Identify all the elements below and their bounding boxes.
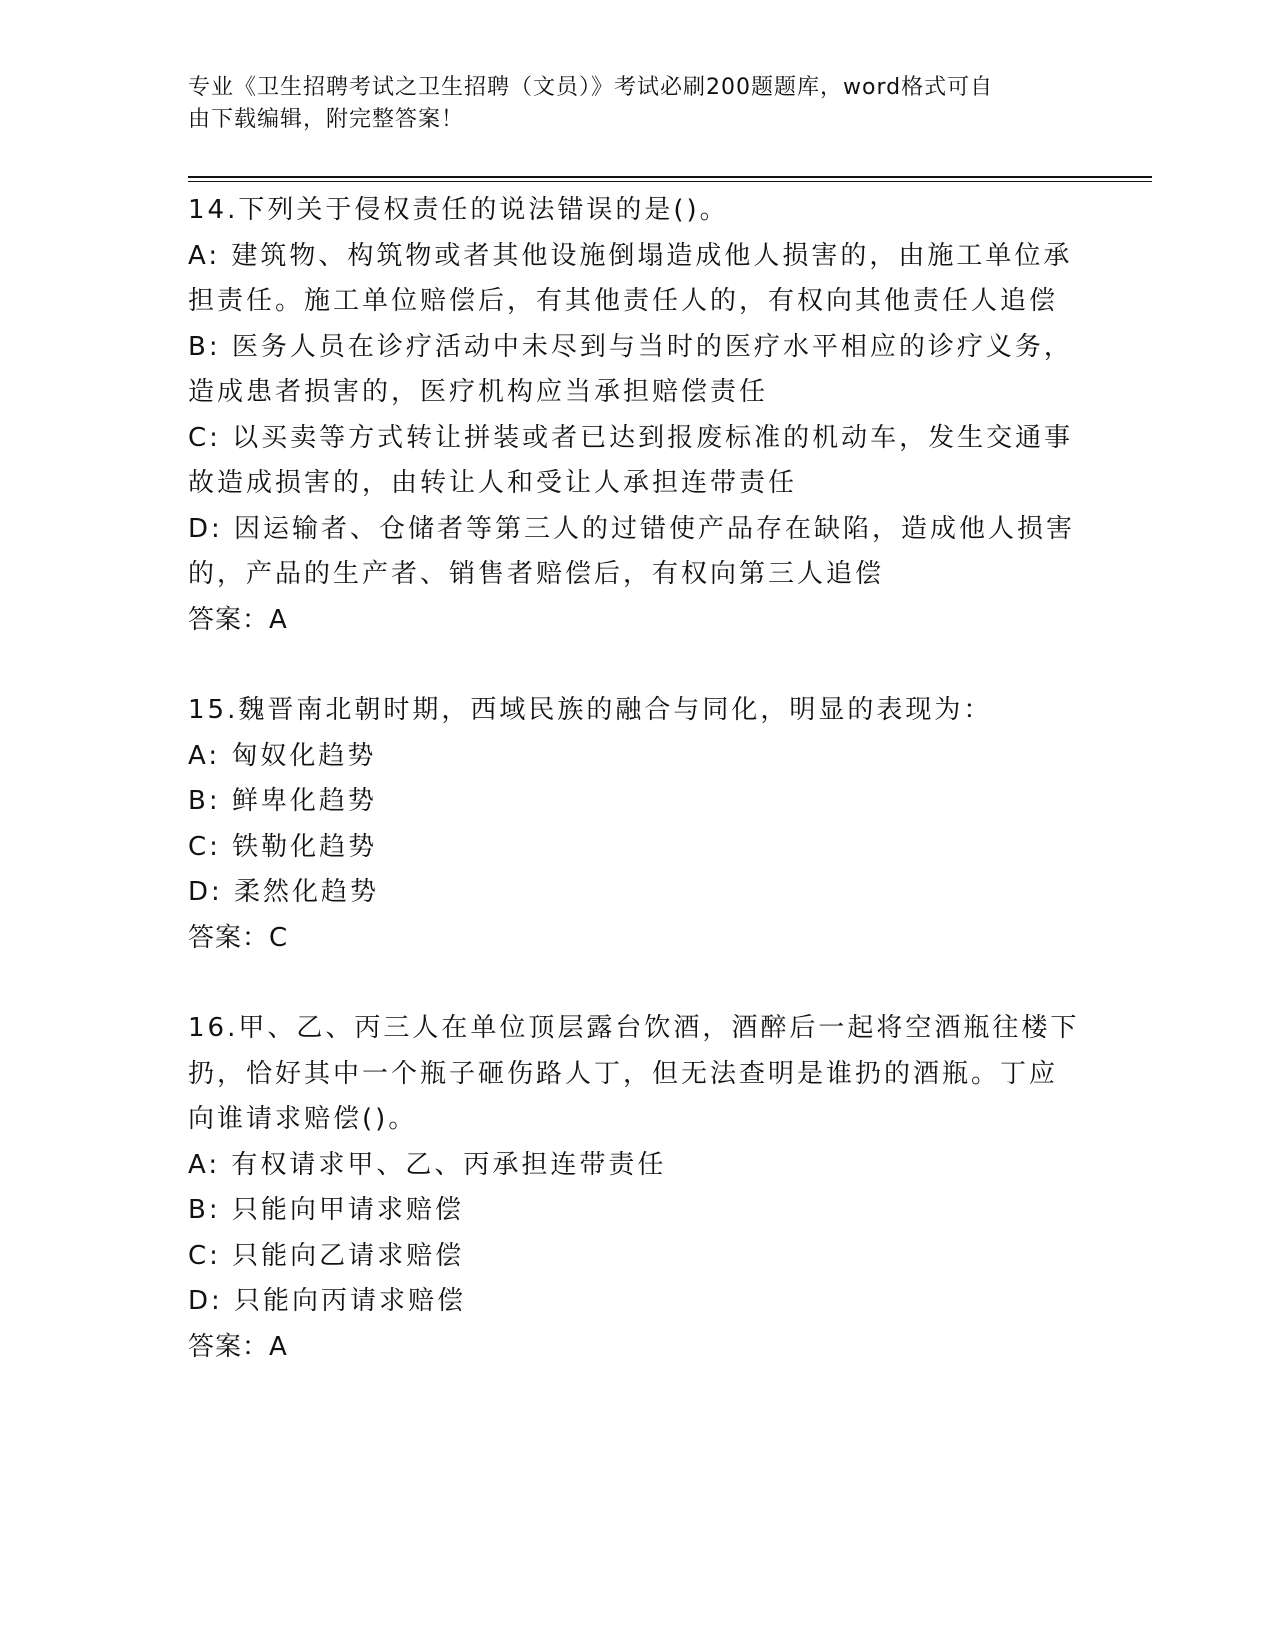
option-c-line-2: 故造成损害的，由转让人和受让人承担连带责任: [188, 468, 798, 498]
option-b: B: 鲜卑化趋势: [188, 786, 377, 816]
option-a-line-2: 担责任。施工单位赔偿后，有其他责任人的，有权向其他责任人追偿: [188, 286, 1059, 316]
option-a: A: 有权请求甲、乙、丙承担连带责任: [188, 1149, 667, 1180]
question-stem-line-3: 向谁请求赔偿()。: [188, 1104, 418, 1134]
header-divider-thin: [188, 181, 1152, 182]
option-d-line-1: D: 因运输者、仓储者等第三人的过错使产品存在缺陷，造成他人损害: [188, 513, 1076, 544]
option-b-line-2: 造成患者损害的，医疗机构应当承担赔偿责任: [188, 377, 769, 407]
question-list: [188, 188, 1088, 1415]
option-a: A: 匈奴化趋势: [188, 740, 377, 771]
option-c-line-1: C: 以买卖等方式转让拼装或者已达到报废标准的机动车，发生交通事: [188, 422, 1074, 453]
option-c: C: 只能向乙请求赔偿: [188, 1240, 465, 1271]
question-14: [188, 188, 1088, 643]
option-b-line-1: B: 医务人员在诊疗活动中未尽到与当时的医疗水平相应的诊疗义务，: [188, 331, 1073, 362]
question-stem: 15.魏晋南北朝时期，西域民族的融合与同化，明显的表现为：: [188, 695, 993, 725]
option-d: D: 柔然化趋势: [188, 877, 380, 907]
question-16: [188, 1006, 1088, 1370]
header-line-1: 专业《卫生招聘考试之卫生招聘（文员）》考试必刷200题题库，word格式可自: [188, 75, 994, 100]
answer-line: 答案：A: [188, 604, 288, 635]
document-header: [188, 72, 1068, 136]
answer-line: 答案：A: [188, 1331, 288, 1362]
question-stem-line-2: 扔，恰好其中一个瓶子砸伤路人丁，但无法查明是谁扔的酒瓶。丁应: [188, 1058, 1059, 1089]
option-b: B: 只能向甲请求赔偿: [188, 1195, 464, 1225]
option-c: C: 铁勒化趋势: [188, 831, 378, 862]
option-d: D: 只能向丙请求赔偿: [188, 1286, 467, 1316]
answer-line: 答案：C: [188, 922, 289, 953]
question-15: [188, 688, 1088, 961]
header-line-2: 由下载编辑，附完整答案！: [188, 107, 465, 132]
option-a-line-1: A: 建筑物、构筑物或者其他设施倒塌造成他人损害的，由施工单位承: [188, 240, 1073, 271]
question-stem-line-1: 16.甲、乙、丙三人在单位顶层露台饮酒，酒醉后一起将空酒瓶往楼下: [188, 1013, 1080, 1043]
header-divider-thick: [188, 176, 1152, 178]
question-stem: 14.下列关于侵权责任的说法错误的是()。: [188, 195, 729, 225]
option-d-line-2: 的，产品的生产者、销售者赔偿后，有权向第三人追偿: [188, 559, 885, 589]
